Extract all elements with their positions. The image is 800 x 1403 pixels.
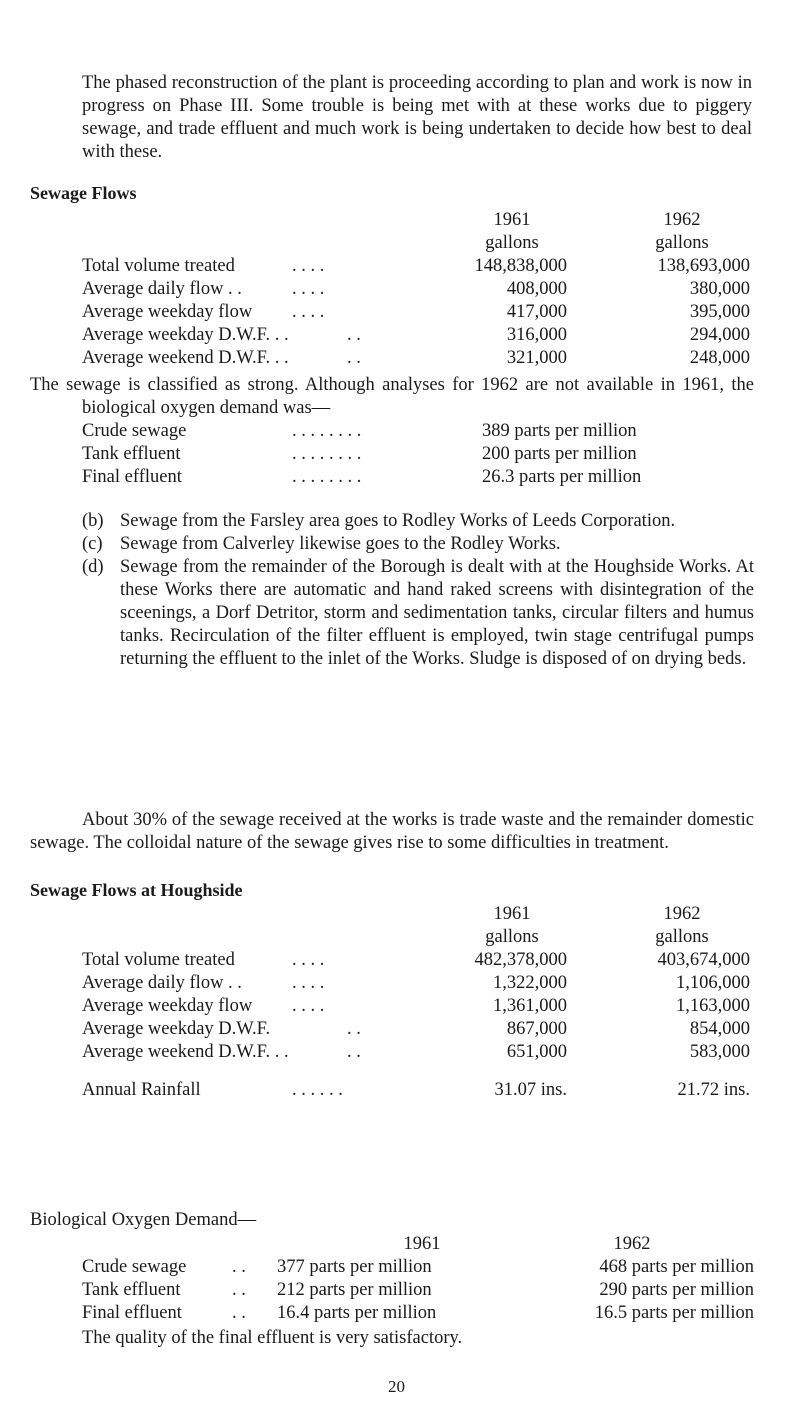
- leader-dots: . . . . . . . .: [292, 421, 362, 441]
- row-label: Tank effluent: [82, 444, 181, 464]
- column-header-1961: 1961: [493, 904, 531, 924]
- bod-table: [82, 1233, 762, 1325]
- leader-dots: . . . .: [292, 950, 325, 970]
- table-header-years: [82, 903, 762, 926]
- column-header-1961: 1961: [493, 210, 531, 230]
- column-header-1962: 1962: [663, 210, 701, 230]
- leader-dots: . .: [232, 1303, 246, 1323]
- item-text: Sewage from Calverley likewise goes to the Rodley Works.: [120, 534, 561, 554]
- table-row: [82, 972, 762, 995]
- leader-dots: . .: [232, 1280, 246, 1300]
- houghside-flows-table: [82, 903, 762, 1102]
- row-label: Annual Rainfall: [82, 1080, 201, 1100]
- value-1961: 1,322,000: [493, 973, 567, 993]
- value-1961: 321,000: [506, 348, 567, 368]
- table-row: [82, 949, 762, 972]
- leader-dots: . . . .: [292, 279, 325, 299]
- list-item: [82, 510, 754, 533]
- row-label: Average weekday D.W.F. . .: [82, 325, 289, 345]
- leader-dots: . . . .: [292, 302, 325, 322]
- row-label: Average weekend D.W.F. . .: [82, 348, 289, 368]
- list-item: [82, 533, 754, 556]
- leader-dots: . .: [347, 348, 361, 368]
- leader-dots: . . . .: [292, 256, 325, 276]
- column-unit-1961: gallons: [485, 233, 539, 253]
- list-item: [82, 556, 754, 671]
- column-unit-1961: gallons: [485, 927, 539, 947]
- leader-dots: . . . . . . . .: [292, 467, 362, 487]
- value-1961: 212 parts per million: [277, 1280, 432, 1300]
- bod-row: [82, 1256, 762, 1279]
- item-text: Sewage from the remainder of the Borough is dealt with at the Houghside Works. At these Works there are automatic and hand raked screens with disintegration of the sceenings, a Dorf Detritor, storm and sedimentation tanks, circular filters and humus tanks. Recirculation of the filter effluent is employed, twin stage centrifugal pumps returning the effluent to the inlet of the Works. Sludge is disposed of on drying beds.: [120, 557, 754, 669]
- value-1962: 380,000: [689, 279, 750, 299]
- sewage-flows-heading: Sewage Flows: [30, 183, 137, 203]
- value-1962: 290 parts per million: [599, 1280, 754, 1300]
- column-header-1962: 1962: [613, 1234, 651, 1254]
- row-label: Final effluent: [82, 467, 182, 487]
- row-label: Total volume treated: [82, 950, 235, 970]
- bod-row: [82, 1302, 762, 1325]
- value-1961: 16.4 parts per million: [277, 1303, 437, 1323]
- table-row: [82, 1018, 762, 1041]
- table-row: [82, 255, 762, 278]
- bod-value: 389 parts per million: [482, 421, 637, 441]
- bod-value: 200 parts per million: [482, 444, 637, 464]
- value-1962: 468 parts per million: [599, 1257, 754, 1277]
- row-label: Crude sewage: [82, 1257, 187, 1277]
- trade-waste-paragraph: About 30% of the sewage received at the works is trade waste and the remainder domestic sewage. The colloidal nature of the sewage gives rise to some difficulties in treatment.: [30, 810, 754, 853]
- intro-paragraph: The phased reconstruction of the plant is proceeding according to plan and work is now in progress on Phase III. Some trouble is being met with at these works due to piggery sewage, and trade effluent and much work is being undertaken to decide how best to deal with these.: [82, 73, 752, 162]
- table-row: [82, 1041, 762, 1064]
- works-list: [82, 510, 754, 671]
- bod-row: [82, 466, 754, 489]
- row-label: Final effluent: [82, 1303, 182, 1323]
- rainfall-row: [82, 1079, 762, 1102]
- column-header-1961: 1961: [403, 1234, 441, 1254]
- bod-row: [82, 420, 754, 443]
- value-1962: 1,106,000: [676, 973, 750, 993]
- row-label: Average weekend D.W.F. . .: [82, 1042, 289, 1062]
- item-marker: (c): [82, 534, 103, 554]
- table-header-units: [82, 926, 762, 949]
- houghside-heading: Sewage Flows at Houghside: [30, 880, 243, 900]
- leader-dots: . . . . . . . .: [292, 444, 362, 464]
- value-1962: 854,000: [689, 1019, 750, 1039]
- item-text: Sewage from the Farsley area goes to Rodley Works of Leeds Corporation.: [120, 511, 676, 531]
- sewage-flows-table: [82, 209, 762, 370]
- bod-intro-paragraph: The sewage is classified as strong. Although analyses for 1962 are not available in 1961, the biological oxygen demand was—: [30, 375, 754, 418]
- row-label: Average daily flow . .: [82, 279, 242, 299]
- value-1962: 16.5 parts per million: [594, 1303, 754, 1323]
- value-1962: 138,693,000: [657, 256, 750, 276]
- value-1962: 583,000: [689, 1042, 750, 1062]
- value-1961: 417,000: [506, 302, 567, 322]
- column-unit-1962: gallons: [655, 927, 709, 947]
- row-label: Average daily flow . .: [82, 973, 242, 993]
- bod-header-years: [82, 1233, 762, 1256]
- leader-dots: . .: [232, 1257, 246, 1277]
- value-1961: 316,000: [506, 325, 567, 345]
- leader-dots: . . . .: [292, 973, 325, 993]
- bod-value: 26.3 parts per million: [482, 467, 642, 487]
- leader-dots: . .: [347, 1019, 361, 1039]
- item-marker: (d): [82, 557, 104, 577]
- value-1961: 1,361,000: [493, 996, 567, 1016]
- row-label: Average weekday D.W.F.: [82, 1019, 271, 1039]
- bod-heading: Biological Oxygen Demand—: [30, 1210, 257, 1230]
- leader-dots: . .: [347, 325, 361, 345]
- page-number: 20: [388, 1377, 405, 1396]
- value-1962: 395,000: [689, 302, 750, 322]
- item-marker: (b): [82, 511, 104, 531]
- value-1961: 31.07 ins.: [494, 1080, 567, 1100]
- table-row: [82, 324, 762, 347]
- row-label: Average weekday flow: [82, 302, 253, 322]
- conclusion-text: The quality of the final effluent is very satisfactory.: [82, 1328, 463, 1348]
- value-1962: 21.72 ins.: [677, 1080, 750, 1100]
- value-1961: 377 parts per million: [277, 1257, 432, 1277]
- leader-dots: . . . .: [292, 996, 325, 1016]
- table-row: [82, 301, 762, 324]
- bod-row: [82, 443, 754, 466]
- value-1961: 148,838,000: [474, 256, 567, 276]
- column-header-1962: 1962: [663, 904, 701, 924]
- value-1961: 867,000: [506, 1019, 567, 1039]
- value-1961: 408,000: [506, 279, 567, 299]
- table-header-units: [82, 232, 762, 255]
- bod-1961-list: [82, 420, 754, 489]
- value-1962: 248,000: [689, 348, 750, 368]
- row-label: Tank effluent: [82, 1280, 181, 1300]
- leader-dots: . . . . . .: [292, 1080, 343, 1100]
- leader-dots: . .: [347, 1042, 361, 1062]
- value-1962: 1,163,000: [676, 996, 750, 1016]
- table-header-years: [82, 209, 762, 232]
- value-1961: 482,378,000: [474, 950, 567, 970]
- table-row: [82, 995, 762, 1018]
- row-label: Average weekday flow: [82, 996, 253, 1016]
- row-label: Total volume treated: [82, 256, 235, 276]
- table-row: [82, 278, 762, 301]
- column-unit-1962: gallons: [655, 233, 709, 253]
- value-1961: 651,000: [506, 1042, 567, 1062]
- row-label: Crude sewage: [82, 421, 187, 441]
- value-1962: 403,674,000: [657, 950, 750, 970]
- bod-row: [82, 1279, 762, 1302]
- value-1962: 294,000: [689, 325, 750, 345]
- table-row: [82, 347, 762, 370]
